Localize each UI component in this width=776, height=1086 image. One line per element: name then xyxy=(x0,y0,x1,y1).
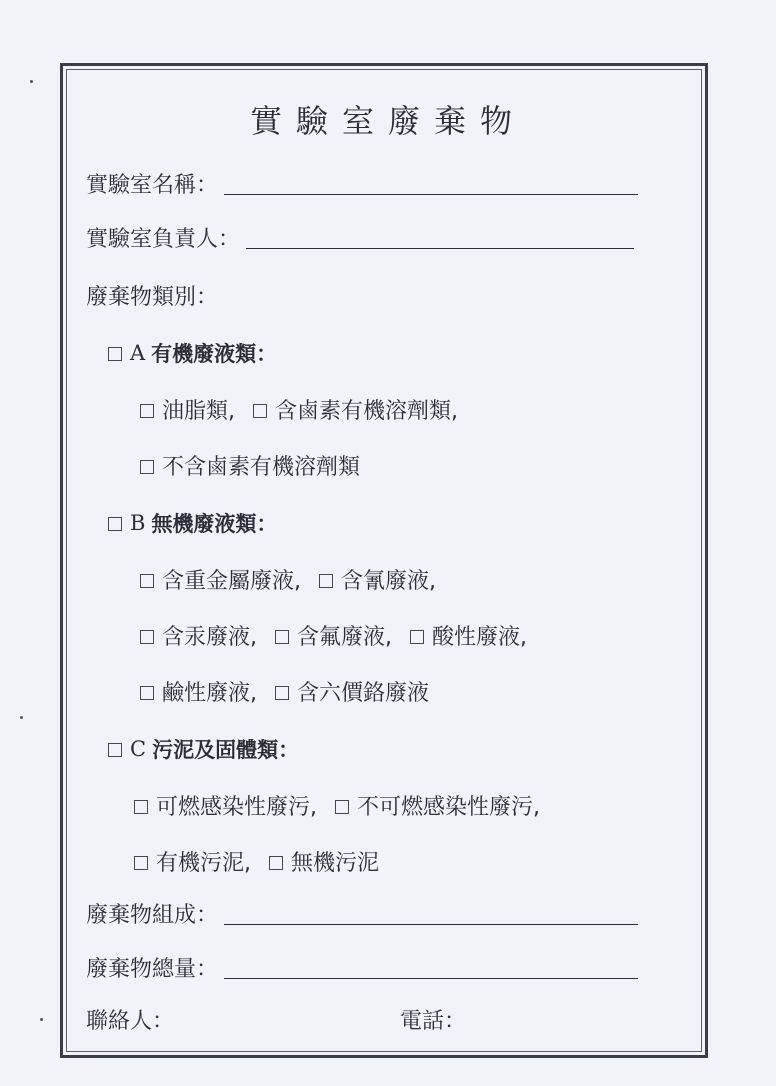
contact-label: 聯絡人： xyxy=(86,1009,175,1034)
checkbox[interactable] xyxy=(140,574,154,588)
lab-manager-field[interactable] xyxy=(246,226,634,249)
category-a-options-row-2 xyxy=(140,450,378,481)
category-b-options-row-3 xyxy=(140,676,447,707)
total-field[interactable] xyxy=(224,956,638,979)
checkbox[interactable] xyxy=(319,574,333,588)
lab-name-label: 實驗室名稱： xyxy=(86,173,219,198)
category-c-options-row-2 xyxy=(134,846,397,877)
option-item[interactable] xyxy=(140,620,257,651)
composition-label: 廢棄物組成： xyxy=(86,903,219,928)
option-item[interactable] xyxy=(253,394,458,425)
checkbox[interactable] xyxy=(140,460,154,474)
lab-manager-label: 實驗室負責人： xyxy=(86,227,241,252)
lab-manager-row xyxy=(86,222,634,253)
checkbox[interactable] xyxy=(134,856,148,870)
option-label: 含汞廢液, xyxy=(162,625,257,650)
option-item[interactable] xyxy=(275,620,392,651)
checkbox[interactable] xyxy=(134,800,148,814)
option-item[interactable] xyxy=(134,790,317,821)
waste-category-label: 廢棄物類別： xyxy=(86,285,219,310)
category-b-row[interactable] xyxy=(108,508,277,538)
scan-speck xyxy=(20,716,23,719)
checkbox[interactable] xyxy=(140,686,154,700)
option-item[interactable] xyxy=(134,846,251,877)
option-label: 可燃感染性廢污, xyxy=(156,795,317,820)
total-label: 廢棄物總量： xyxy=(86,957,219,982)
contact-row xyxy=(86,1004,174,1035)
category-b-label: 無機廢液類： xyxy=(151,511,278,536)
option-label: 含六價鉻廢液 xyxy=(297,681,430,706)
composition-field[interactable] xyxy=(224,902,638,925)
option-label: 酸性廢液, xyxy=(432,625,527,650)
checkbox[interactable] xyxy=(410,630,424,644)
category-c-row[interactable] xyxy=(108,734,299,764)
category-a-letter: A xyxy=(130,341,146,365)
option-label: 無機污泥 xyxy=(291,851,380,876)
category-a-options-row-1 xyxy=(140,394,476,425)
scan-speck xyxy=(40,1018,43,1021)
form-title: 實驗室廢棄物 xyxy=(249,102,526,140)
option-label: 油脂類, xyxy=(162,399,235,424)
category-c-options-row-1 xyxy=(134,790,558,821)
option-label: 有機污泥, xyxy=(156,851,251,876)
checkbox[interactable] xyxy=(140,630,154,644)
option-label: 含氰廢液, xyxy=(341,569,436,594)
category-b-letter: B xyxy=(130,511,146,535)
option-label: 含氟廢液, xyxy=(297,625,392,650)
option-item[interactable] xyxy=(275,676,429,707)
total-row xyxy=(86,952,638,983)
category-b-options-row-1 xyxy=(140,564,454,595)
checkbox[interactable] xyxy=(275,686,289,700)
option-item[interactable] xyxy=(319,564,436,595)
option-label: 不含鹵素有機溶劑類 xyxy=(162,455,361,480)
category-c-letter: C xyxy=(130,737,147,761)
category-b-checkbox[interactable] xyxy=(108,517,122,531)
phone-label: 電話： xyxy=(400,1009,467,1034)
checkbox[interactable] xyxy=(335,800,349,814)
category-b-options-row-2 xyxy=(140,620,545,651)
option-item[interactable] xyxy=(140,394,235,425)
option-item[interactable] xyxy=(140,450,360,481)
category-c-label: 污泥及固體類： xyxy=(152,737,300,762)
option-label: 不可燃感染性廢污, xyxy=(357,795,540,820)
category-a-row[interactable] xyxy=(108,338,277,368)
category-c-checkbox[interactable] xyxy=(108,743,122,757)
option-label: 含重金屬廢液, xyxy=(162,569,301,594)
option-label: 鹼性廢液, xyxy=(162,681,257,706)
checkbox[interactable] xyxy=(269,856,283,870)
checkbox[interactable] xyxy=(275,630,289,644)
option-label: 含鹵素有機溶劑類, xyxy=(275,399,458,424)
composition-row xyxy=(86,898,638,929)
waste-category-heading xyxy=(86,280,218,311)
lab-name-row xyxy=(86,168,638,199)
option-item[interactable] xyxy=(140,676,257,707)
checkbox[interactable] xyxy=(253,404,267,418)
option-item[interactable] xyxy=(269,846,379,877)
lab-name-field[interactable] xyxy=(224,172,638,195)
phone-row xyxy=(400,1004,466,1035)
category-a-label: 有機廢液類： xyxy=(151,341,278,366)
category-a-checkbox[interactable] xyxy=(108,347,122,361)
option-item[interactable] xyxy=(410,620,527,651)
option-item[interactable] xyxy=(140,564,301,595)
option-item[interactable] xyxy=(335,790,540,821)
checkbox[interactable] xyxy=(140,404,154,418)
scan-speck xyxy=(30,80,33,83)
